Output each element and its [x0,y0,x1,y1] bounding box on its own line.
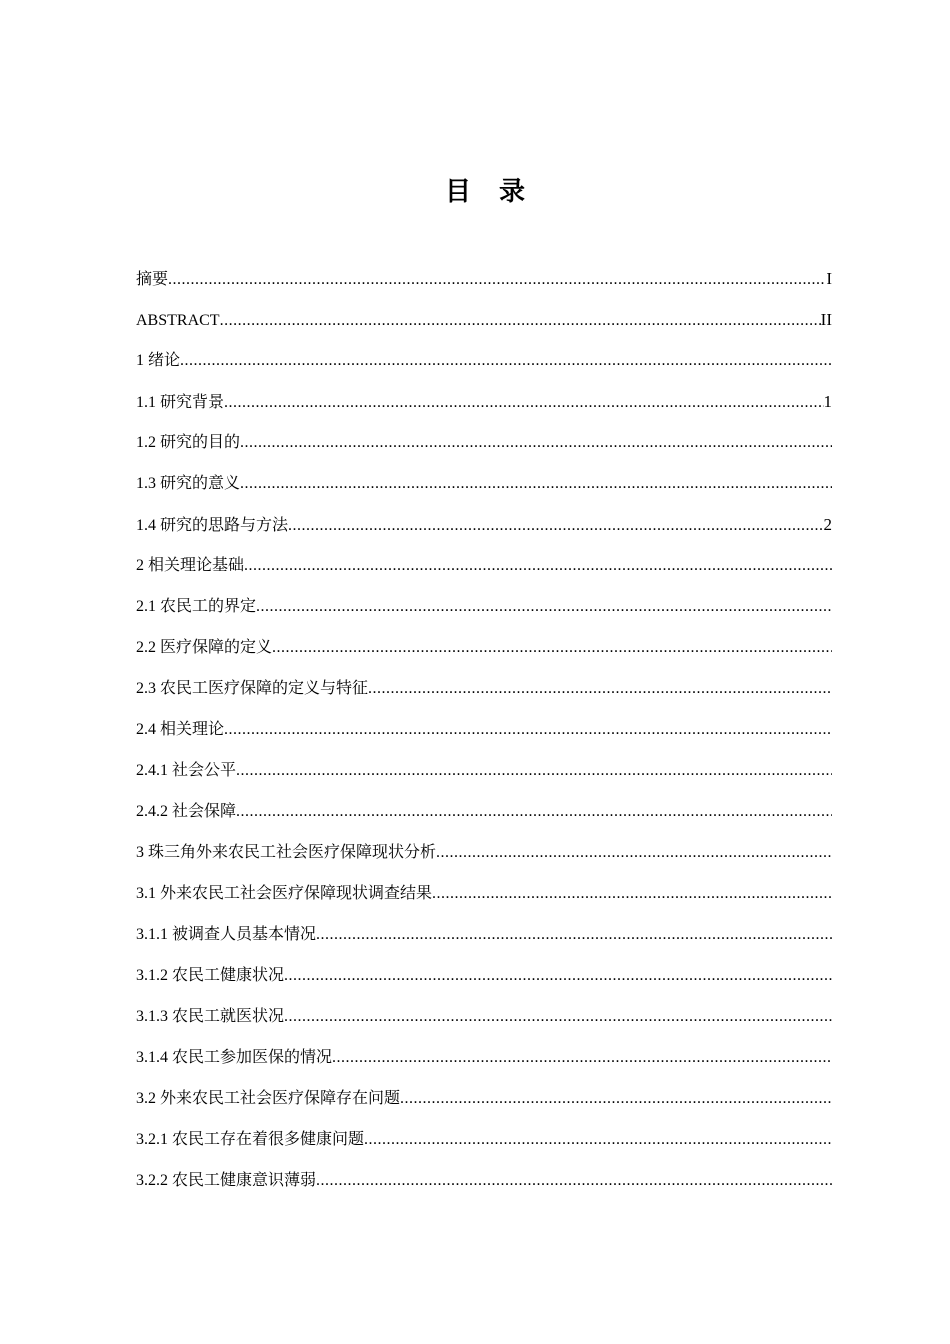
toc-entry[interactable] [136,955,832,996]
toc-entry-text: 3.2 外来农民工社会医疗保障存在问题 [136,1090,401,1107]
toc-leader-dots [400,1078,832,1119]
toc-leader-dots [240,463,832,504]
toc-leader-dots [236,750,832,791]
toc-entry[interactable] [136,668,832,709]
toc-entry-text: ABSTRACT [136,312,220,329]
toc-entry[interactable] [136,586,832,627]
toc-entry[interactable] [136,873,832,914]
toc-entry[interactable] [136,299,832,340]
toc-entry-text: 2.4 相关理论 [136,721,225,738]
toc-entry[interactable] [136,1160,832,1201]
toc-entry-text: 2.3 农民工医疗保障的定义与特征 [136,680,369,697]
toc-entry-text: 3.2.2 农民工健康意识薄弱 [136,1172,317,1189]
toc-page-number: 1 [823,392,832,411]
toc-leader-dots [244,545,832,586]
toc-entry-text: 2.4.1 社会公平 [136,762,237,779]
toc-leader-dots [272,627,832,668]
toc-entry[interactable] [136,791,832,832]
title-char-1: 目 [444,177,471,207]
toc-entry-text: 2.1 农民工的界定 [136,598,257,615]
page-title [0,172,950,212]
toc-entry[interactable] [136,463,832,504]
toc-entry[interactable] [136,709,832,750]
toc-entry-text: 1.2 研究的目的 [136,434,241,451]
toc-page-number: I [826,269,832,288]
toc-page-number: II [820,310,832,329]
toc-entry[interactable] [136,627,832,668]
toc-page-number: 2 [823,515,832,534]
toc-entry[interactable] [136,1078,832,1119]
table-of-contents [136,258,832,1201]
toc-entry-text: 1.4 研究的思路与方法 [136,517,289,534]
toc-leader-dots [288,505,823,546]
toc-entry[interactable] [136,1037,832,1078]
toc-entry[interactable] [136,914,832,955]
toc-leader-dots [284,996,832,1037]
toc-leader-dots [256,586,832,627]
toc-leader-dots [236,791,832,832]
toc-leader-dots [180,340,832,381]
toc-entry-text: 3.1.3 农民工就医状况 [136,1008,285,1025]
toc-entry-text: 3.1.2 农民工健康状况 [136,967,285,984]
toc-leader-dots [284,955,832,996]
toc-entry[interactable] [136,340,832,381]
toc-entry-text: 1.3 研究的意义 [136,475,241,492]
toc-entry[interactable] [136,832,832,873]
toc-entry[interactable] [136,545,832,586]
toc-entry-text: 2 相关理论基础 [136,557,245,574]
toc-entry[interactable] [136,750,832,791]
toc-entry-text: 3.1 外来农民工社会医疗保障现状调查结果 [136,885,433,902]
toc-leader-dots [436,832,832,873]
toc-leader-dots [220,300,821,341]
toc-leader-dots [316,914,832,955]
toc-leader-dots [316,1160,832,1201]
toc-entry-text: 1 绪论 [136,352,181,369]
toc-entry-text: 3.1.4 农民工参加医保的情况 [136,1049,333,1066]
title-char-2: 录 [499,177,526,207]
toc-entry-text: 3 珠三角外来农民工社会医疗保障现状分析 [136,844,437,861]
toc-leader-dots [224,382,823,423]
toc-leader-dots [368,668,832,709]
toc-entry-text: 2.2 医疗保障的定义 [136,639,273,656]
toc-entry[interactable] [136,381,832,422]
toc-entry-text: 3.1.1 被调查人员基本情况 [136,926,317,943]
toc-leader-dots [332,1037,832,1078]
toc-entry-text: 摘要 [136,271,169,288]
toc-entry[interactable] [136,996,832,1037]
toc-leader-dots [168,259,826,300]
toc-leader-dots [240,422,832,463]
toc-leader-dots [364,1119,832,1160]
toc-entry-text: 2.4.2 社会保障 [136,803,237,820]
toc-entry[interactable] [136,422,832,463]
toc-entry-text: 1.1 研究背景 [136,394,225,411]
toc-entry[interactable] [136,1119,832,1160]
toc-entry-text: 3.2.1 农民工存在着很多健康问题 [136,1131,365,1148]
toc-entry[interactable] [136,504,832,545]
toc-leader-dots [432,873,832,914]
toc-leader-dots [224,709,832,750]
toc-entry[interactable] [136,258,832,299]
